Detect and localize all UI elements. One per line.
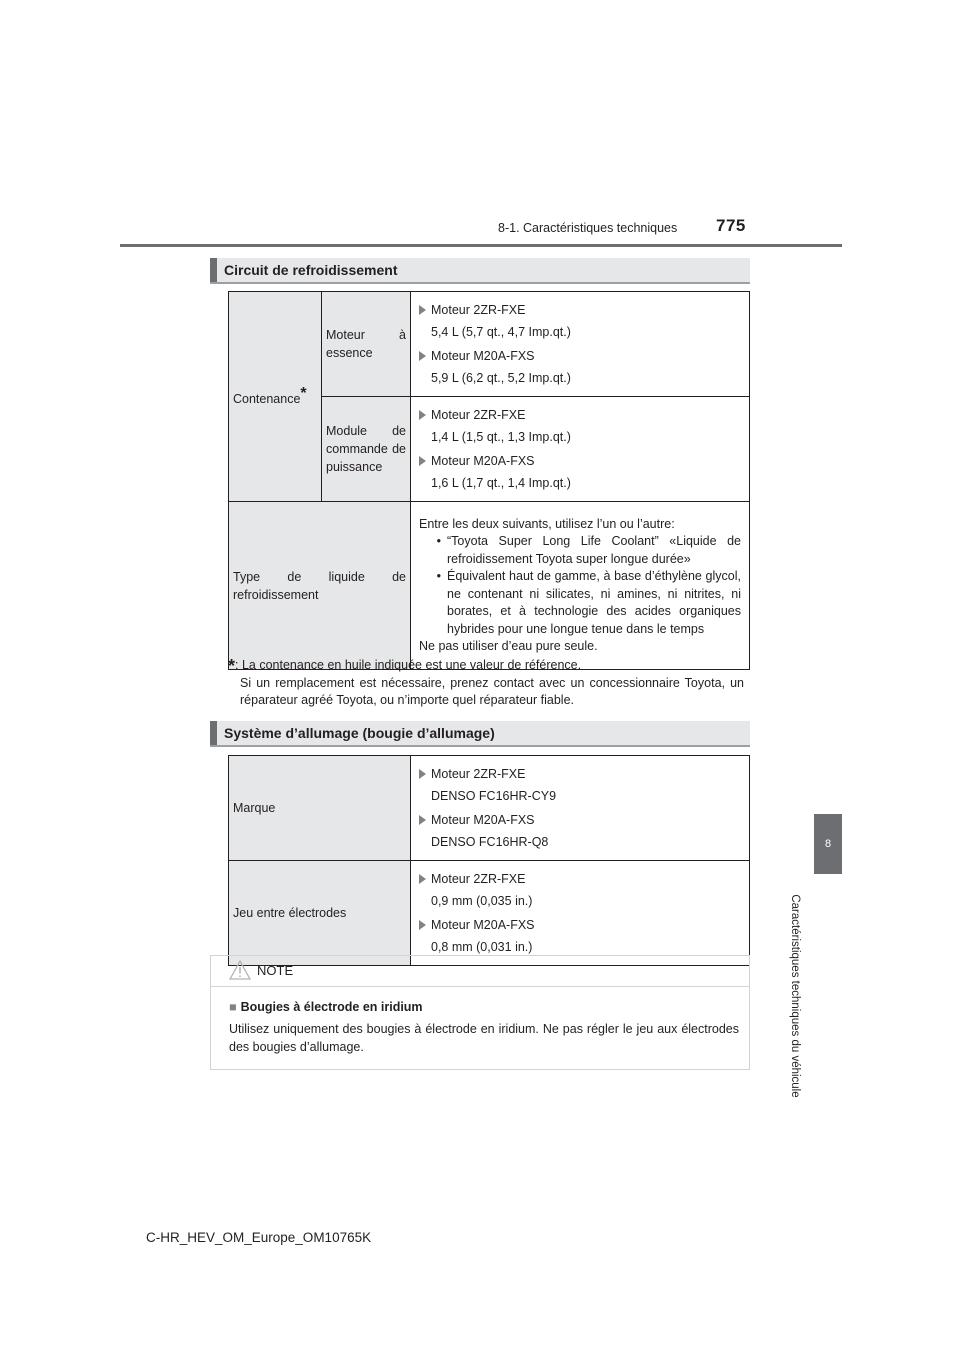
triangle-bullet-icon bbox=[419, 410, 426, 420]
brand-label: Marque bbox=[229, 756, 411, 861]
heading-bar bbox=[210, 258, 217, 282]
note-header bbox=[211, 956, 749, 987]
footnote bbox=[228, 657, 744, 709]
chapter-title: Caractéristiques techniques du véhicule bbox=[789, 894, 801, 1098]
heading-bar bbox=[210, 721, 217, 745]
fluid-bullet bbox=[419, 533, 741, 568]
cooling-heading-text: Circuit de refroidissement bbox=[224, 262, 398, 278]
pcu-label: Module de commande de puissance bbox=[322, 397, 411, 502]
chapter-title-vertical bbox=[784, 880, 806, 1112]
capacity-label-cell bbox=[229, 292, 322, 502]
triangle-bullet-icon bbox=[419, 456, 426, 466]
engine-line bbox=[419, 344, 749, 367]
square-bullet-icon: ■ bbox=[229, 1000, 237, 1014]
ignition-heading-text: Système d’allumage (bougie d’allumage) bbox=[224, 725, 495, 741]
bullet-dot-icon: • bbox=[436, 569, 441, 583]
gap-value: 0,9 mm (0,035 in.) bbox=[431, 894, 533, 908]
capacity-value: 5,4 L (5,7 qt., 4,7 Imp.qt.) bbox=[431, 325, 571, 339]
triangle-bullet-icon bbox=[419, 769, 426, 779]
capacity-value: 1,4 L (1,5 qt., 1,3 Imp.qt.) bbox=[431, 430, 571, 444]
engine-line bbox=[419, 403, 749, 426]
engine-line bbox=[419, 449, 749, 472]
bullet-dot-icon: • bbox=[436, 534, 441, 548]
fluid-bullet bbox=[419, 568, 741, 638]
engine-name: Moteur 2ZR-FXE bbox=[431, 302, 526, 317]
chapter-tab: 8 bbox=[814, 814, 842, 874]
footnote-marker: * bbox=[228, 656, 236, 676]
triangle-bullet-icon bbox=[419, 815, 426, 825]
fluid-label: Type de liquide de refroidissement bbox=[229, 502, 411, 670]
engine-name: Moteur 2ZR-FXE bbox=[431, 407, 526, 422]
section-title: 8-1. Caractéristiques techniques bbox=[498, 221, 678, 235]
note-subtitle-line bbox=[229, 1000, 423, 1014]
capacity-value: 1,6 L (1,7 qt., 1,4 Imp.qt.) bbox=[431, 476, 571, 490]
plug-value: DENSO FC16HR-CY9 bbox=[431, 789, 557, 803]
header-rule bbox=[120, 244, 842, 247]
engine-name: Moteur M20A-FXS bbox=[431, 917, 535, 932]
ignition-heading bbox=[210, 721, 750, 747]
engine-line bbox=[419, 762, 749, 785]
cooling-table bbox=[228, 291, 750, 670]
triangle-bullet-icon bbox=[419, 920, 426, 930]
pcu-values bbox=[411, 397, 750, 502]
engine-line bbox=[419, 808, 749, 831]
triangle-bullet-icon bbox=[419, 351, 426, 361]
page-number: 775 bbox=[716, 216, 746, 235]
capacity-marker: * bbox=[300, 384, 307, 402]
capacity-label: Contenance bbox=[233, 392, 301, 407]
gasoline-values bbox=[411, 292, 750, 397]
note-box bbox=[210, 955, 750, 1070]
warning-triangle-icon bbox=[229, 960, 251, 980]
note-title: NOTE bbox=[257, 963, 294, 978]
fluid-text bbox=[419, 512, 749, 660]
footnote-text-2: Si un remplacement est nécessaire, prenez contact avec un concessionnaire Toyota, un réparateur agréé Toyota, ou n’importe quel réparateur fiable. bbox=[240, 676, 744, 707]
triangle-bullet-icon bbox=[419, 874, 426, 884]
cooling-heading bbox=[210, 258, 750, 284]
triangle-bullet-icon bbox=[419, 305, 426, 315]
fluid-outro: Ne pas utiliser d’eau pure seule. bbox=[419, 639, 598, 653]
engine-name: Moteur 2ZR-FXE bbox=[431, 766, 526, 781]
gap-value: 0,8 mm (0,031 in.) bbox=[431, 940, 533, 954]
fluid-bullet-text: “Toyota Super Long Life Coolant” «Liquide de refroidissement Toyota super longue durée» bbox=[447, 534, 741, 566]
capacity-value: 5,9 L (6,2 qt., 5,2 Imp.qt.) bbox=[431, 371, 571, 385]
gasoline-label: Moteur à essence bbox=[322, 292, 411, 397]
brand-values bbox=[411, 756, 750, 861]
document-code: C-HR_HEV_OM_Europe_OM10765K bbox=[146, 1230, 372, 1245]
gap-label: Jeu entre électrodes bbox=[229, 861, 411, 966]
fluid-values bbox=[411, 502, 750, 670]
engine-name: Moteur M20A-FXS bbox=[431, 453, 535, 468]
engine-name: Moteur M20A-FXS bbox=[431, 348, 535, 363]
fluid-bullet-text: Équivalent haut de gamme, à base d’éthylène glycol, ne contenant ni silicates, ni amines, ni nitrites, ni borates, et à technologie des acides organiques hybrides pour une longue tenue dans le temps bbox=[447, 569, 741, 636]
plug-value: DENSO FC16HR-Q8 bbox=[431, 835, 549, 849]
ignition-table bbox=[228, 755, 750, 966]
note-subtitle: Bougies à électrode en iridium bbox=[240, 1000, 423, 1014]
engine-name: Moteur M20A-FXS bbox=[431, 812, 535, 827]
engine-name: Moteur 2ZR-FXE bbox=[431, 871, 526, 886]
note-body: Utilisez uniquement des bougies à électrode en iridium. Ne pas régler le jeu aux électrodes des bougies d’allumage. bbox=[229, 1022, 739, 1054]
engine-line bbox=[419, 867, 749, 890]
gap-values bbox=[411, 861, 750, 966]
fluid-intro: Entre les deux suivants, utilisez l’un ou l’autre: bbox=[419, 516, 675, 531]
footnote-text: : La contenance en huile indiquée est une valeur de référence. bbox=[235, 658, 582, 672]
engine-line bbox=[419, 913, 749, 936]
engine-line bbox=[419, 298, 749, 321]
